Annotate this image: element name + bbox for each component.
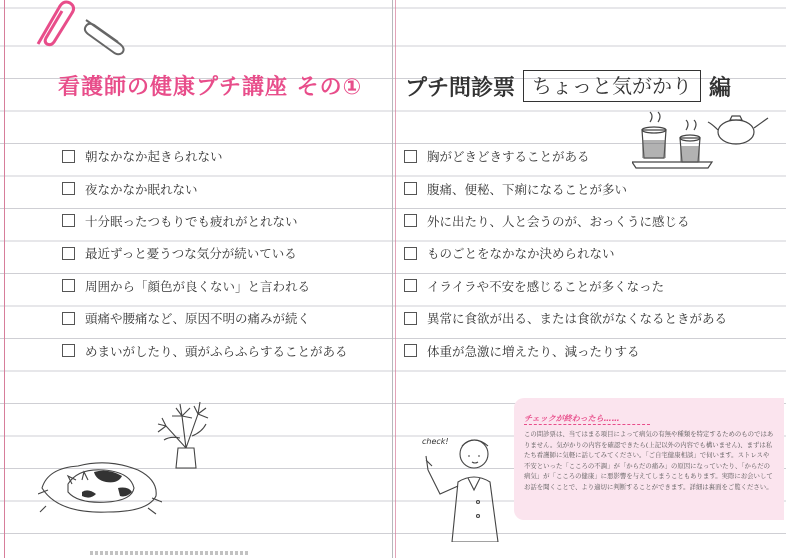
checkbox[interactable] [62,279,75,292]
checklist-item-label: 腹痛、便秘、下痢になることが多い [427,181,628,197]
checklist-item-label: 十分眠ったつもりでも疲れがとれない [85,213,298,229]
center-spine [392,0,393,558]
checklist-item-label: めまいがしたり、頭がふらふらすることがある [85,343,348,359]
right-page-title [405,70,731,102]
left-checklist [62,140,348,367]
checklist-item-label: 周囲から「顔色が良くない」と言われる [85,278,311,294]
checkbox[interactable] [62,344,75,357]
checklist-item[interactable] [404,302,727,334]
after-check-note [514,398,784,520]
checklist-item-label: 最近ずっと憂うつな気分が続いている [85,246,297,262]
checklist-item[interactable] [404,270,727,302]
center-margin-line [395,0,396,558]
checklist-item-label: イライラや不安を感じることが多くなった [427,278,665,294]
checklist-item[interactable] [404,140,727,172]
title-boxed-text: ちょっと気がかり [523,70,701,102]
checkbox[interactable] [62,214,75,227]
right-checklist [404,140,727,367]
checklist-item-label: 異常に食欲が出る、または食欲がなくなるときがある [427,311,728,327]
checklist-item[interactable] [62,270,348,302]
checklist-item[interactable] [62,205,348,237]
nurse-pointing-illustration [418,430,508,542]
check-label: check! [422,437,449,446]
checkbox[interactable] [62,312,75,325]
checklist-item[interactable] [62,334,348,366]
checkbox[interactable] [404,279,417,292]
checkbox[interactable] [404,150,417,163]
checklist-item-label: 頭痛や腰痛など、原因不明の痛みが続く [85,311,311,327]
checklist-item[interactable] [62,237,348,269]
checklist-item[interactable] [62,140,348,172]
footer-fine-print [90,551,250,555]
grey-paperclip-icon [80,14,130,56]
checklist-item[interactable] [404,334,727,366]
flower-vase-illustration [152,392,222,472]
checklist-item[interactable] [404,237,727,269]
checkbox[interactable] [62,182,75,195]
note-body: この問診票は、当てはまる項目によって病気の有無や種類を特定するためのものではありません。気がかりの内容を確認できたら(上記以外の内容でも構いません)、まずは私たち看護師に気軽に話してみてください。「ご自宅健康相談」で伺います。ストレスや不安といった「こころの不調」が「からだの痛み」の原因になっていたり、「からだの病気」が「こころの健康」に悪影響を与えてしまうこともあります。実際にお会いしてお話を聞くことで、より適切に判断することができます。詳細は裏面をご覧ください。 [524,430,774,491]
checklist-item-label: 胸がどきどきすることがある [427,149,590,165]
checkbox[interactable] [404,344,417,357]
title-suffix: 編 [709,75,732,101]
checklist-item-label: ものごとをなかなか決められない [427,246,615,262]
checklist-item-label: 体重が急激に増えたり、減ったりする [427,343,640,359]
checkbox[interactable] [404,214,417,227]
checklist-item-label: 外に出たり、人と会うのが、おっくうに感じる [427,213,690,229]
title-prefix: プチ問診票 [405,75,516,101]
checkbox[interactable] [62,247,75,260]
checklist-item[interactable] [404,205,727,237]
checklist-item[interactable] [62,172,348,204]
checkbox[interactable] [62,150,75,163]
left-page-title: 看護師の健康プチ講座 その① [58,75,363,100]
checklist-item-label: 夜なかなか眠れない [85,181,198,197]
checkbox[interactable] [404,312,417,325]
checklist-item[interactable] [62,302,348,334]
checklist-item[interactable] [404,172,727,204]
checkbox[interactable] [404,247,417,260]
sleeping-cat-illustration [38,448,162,518]
margin-line [4,0,5,558]
checklist-item-label: 朝なかなか起きられない [85,149,223,165]
checkbox[interactable] [404,182,417,195]
note-title: チェックが終わったら…… [524,413,650,425]
pink-paperclip-icon [30,0,80,48]
